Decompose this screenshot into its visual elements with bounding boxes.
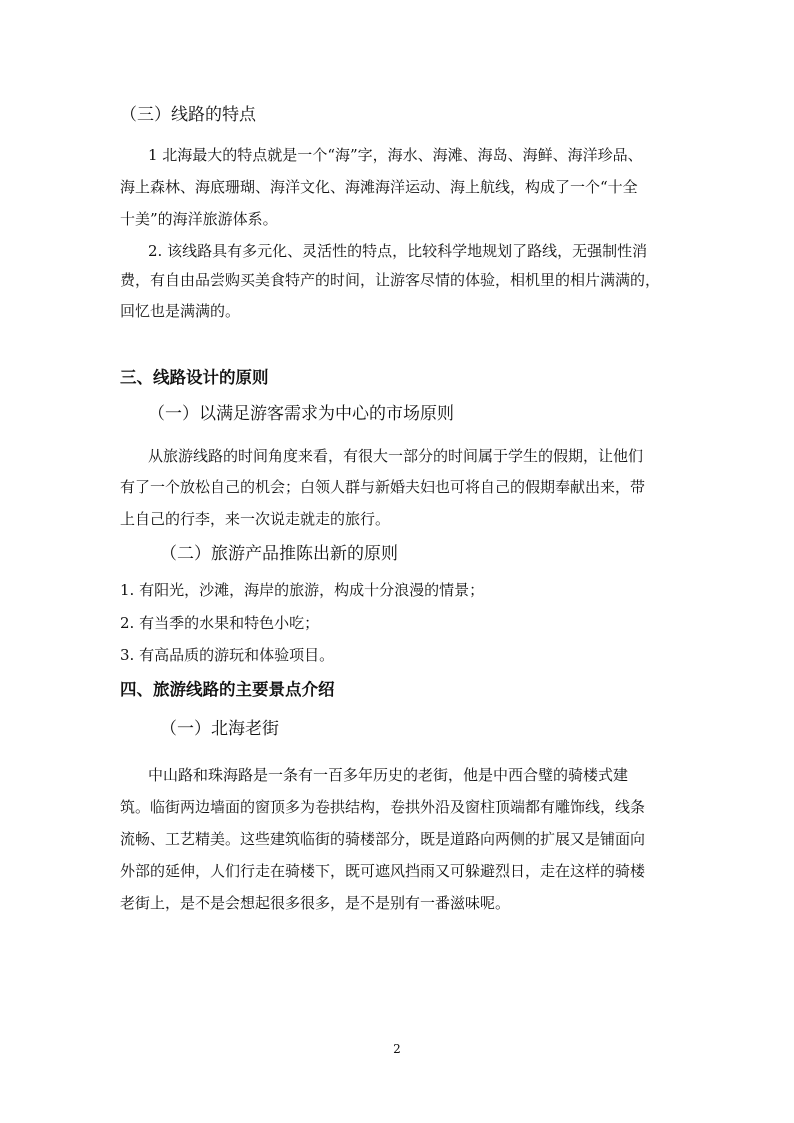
spots-sub1-line-2: 筑。临街两边墙面的窗顶多为卷拱结构，卷拱外沿及窗柱顶端都有雕饰线，线条: [120, 798, 646, 816]
features-p1-line-3: 十美”的海洋旅游体系。: [120, 210, 278, 228]
spots-sub1-heading: （一）北海老街: [160, 719, 279, 739]
principles-sub2-item-2: 2. 有当季的水果和特色小吃；: [120, 614, 320, 632]
spots-sub1-line-1: 中山路和珠海路是一条有一百多年历史的老街，他是中西合璧的骑楼式建: [148, 766, 629, 784]
spots-sub1-line-4: 外部的延伸，人们行走在骑楼下，既可遮风挡雨又可躲避烈日，走在这样的骑楼: [120, 862, 646, 880]
principles-sub2-item-3: 3. 有高品质的游玩和体验项目。: [120, 646, 335, 664]
principles-sub1-line-1: 从旅游线路的时间角度来看，有很大一部分的时间属于学生的假期，让他们: [148, 447, 644, 465]
principles-sub2-item-1: 1. 有阳光，沙滩，海岸的旅游，构成十分浪漫的情景；: [120, 581, 485, 599]
principles-sub1-heading: （一）以满足游客需求为中心的市场原则: [148, 404, 454, 424]
features-p1-line-2: 海上森林、海底珊瑚、海洋文化、海滩海洋运动、海上航线，构成了一个“十全: [120, 178, 638, 196]
page-number: 2: [393, 1042, 401, 1056]
spots-heading: 四、旅游线路的主要景点介绍: [120, 680, 335, 699]
features-p2-line-3: 回忆也是满满的。: [120, 302, 241, 320]
features-heading: （三）线路的特点: [120, 105, 256, 125]
features-p2-line-2: 费，有自由品尝购买美食特产的时间，让游客尽情的体验，相机里的相片满满的，: [120, 271, 661, 289]
principles-sub1-line-2: 有了一个放松自己的机会；白领人群与新婚夫妇也可将自己的假期奉献出来，带: [120, 478, 646, 496]
spots-sub1-line-3: 流畅、工艺精美。这些建筑临街的骑楼部分，既是道路向两侧的扩展又是铺面向: [120, 830, 646, 848]
features-p1-line-1: 1 北海最大的特点就是一个“海”字，海水、海滩、海岛、海鲜、海洋珍品、: [148, 146, 643, 164]
principles-sub1-line-3: 上自己的行李，来一次说走就走的旅行。: [120, 510, 391, 528]
features-p2-line-1: 2. 该线路具有多元化、灵活性的特点，比较科学地规划了路线，无强制性消: [148, 242, 648, 260]
principles-heading: 三、线路设计的原则: [120, 368, 269, 387]
spots-sub1-line-5: 老街上，是不是会想起很多很多，是不是别有一番滋味呢。: [120, 894, 511, 912]
principles-sub2-heading: （二）旅游产品推陈出新的原则: [160, 544, 398, 564]
